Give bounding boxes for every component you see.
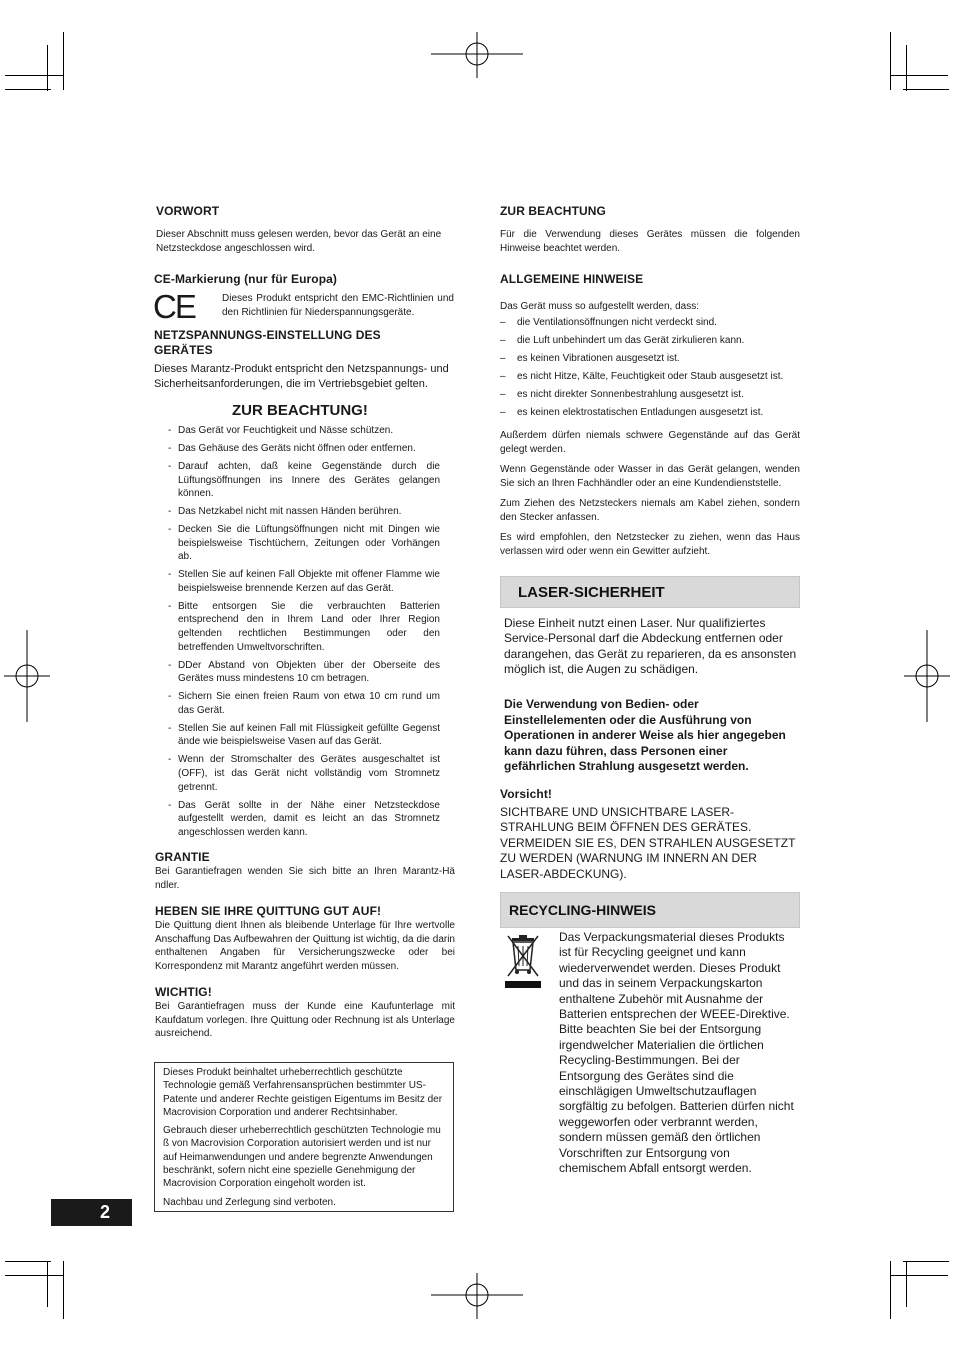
registration-mark-icon xyxy=(431,32,523,78)
recycling-heading: RECYCLING-HINWEIS xyxy=(509,902,656,918)
zur-beachtung-title: ZUR BEACHTUNG! xyxy=(232,402,368,419)
zur-beachtung-heading: ZUR BEACHTUNG xyxy=(500,204,606,218)
allgemeine-p2: Wenn Gegenstände oder Wasser in das Gerät gelangen, wenden Sie sich an Ihren Fachhändler oder an eine Kundendienststelle. xyxy=(500,464,800,489)
ce-mark-icon: CE xyxy=(153,288,195,325)
zur-beachtung-item: - Bitte entsorgen Sie die verbrauchten Batterien entsprechend den in Ihrem Land oder Ihrer Region geltenden rechtlichen Bestimmungen oder den betreffenden Umweltvorschriften. xyxy=(156,600,440,654)
crop-mark xyxy=(47,1261,48,1307)
crop-mark xyxy=(906,45,907,91)
netzspannung-text: Dieses Marantz-Produkt entspricht den Netzspannungs- und Sicherheitsanforderungen, die im Vertriebsgebiet gelten. xyxy=(154,363,449,390)
crop-mark xyxy=(903,1261,949,1262)
laser-heading: LASER-SICHERHEIT xyxy=(518,584,665,601)
crop-mark xyxy=(906,1261,907,1307)
ce-heading: CE-Markierung (nur für Europa) xyxy=(154,272,338,286)
macrovision-notice-p3: Nachbau und Zerlegung sind verboten. xyxy=(163,1196,336,1208)
allgemeine-item: – es keinen Vibrationen ausgesetzt ist. xyxy=(500,352,800,366)
wichtig-heading: WICHTIG! xyxy=(155,985,212,999)
macrovision-notice-p2: Gebrauch dieser urheberrechtlich geschützten Technologie mu ß von Macrovision Corporation autorisiert werden und ist nur auf Heimanwendungen und andere begrenzte Anwendungen beschränkt, sofern nicht eine spezielle Genehmigung der Macrovision Corporation eingeholt worden ist. xyxy=(163,1125,441,1190)
allgemeine-item: – es keinen elektrostatischen Entladungen ausgesetzt ist. xyxy=(500,406,800,420)
laser-section-header xyxy=(500,576,800,608)
netzspannung-heading: NETZSPANNUNGS-EINSTELLUNG DES GERÄTES xyxy=(154,328,381,357)
allgemeine-p1: Außerdem dürfen niemals schwere Gegenstände auf das Gerät gelegt werden. xyxy=(500,430,800,455)
quittung-text: Die Quittung dient Ihnen als bleibende Unterlage für Ihre wertvolle Anschaffung Das Aufbewahren der Quittung ist wichtig, da die darin enthaltenen Angaben für Versicherungszwecke oder bei Korrespondenz mit Marantz angeführt werden müssen. xyxy=(155,920,455,972)
allgemeine-p3: Zum Ziehen des Netzsteckers niemals am Kabel ziehen, sondern den Stecker anfassen. xyxy=(500,498,800,523)
crop-mark xyxy=(63,1261,64,1319)
registration-mark-icon xyxy=(904,630,950,722)
crop-mark xyxy=(5,1275,63,1276)
recycling-text: Das Verpackungsmaterial dieses Produkts ist für Recycling geeignet und kann wiederverwendet werden. Dieses Produkt und das in seinem Verpackungskarton enthaltene Zubehör mit Ausnahme der Batterien entsprechen der WEEE-Direktive. Bitte beachten Sie bei der Entsorgung irgendwelcher Materialien die örtlichen Recycling-Bestimmungen. Bei der Entsorgung des Gerätes sind die einschlägigen Umweltschutzauflagen sorgfältig zu befolgen. Batterien dürfen nicht weggeworfen oder verbrannt werden, sondern müssen gemäß den örtlichen Vorschriften zur Entsorgung von chemischem Abfall entsorgt werden. xyxy=(559,930,794,1176)
zur-beachtung-item: - Stellen Sie auf keinen Fall mit Flüssigkeit gefüllte Gegenst ände wie beispielsweise Vasen auf das Gerät. xyxy=(156,722,440,749)
vorsicht-label: Vorsicht! xyxy=(500,787,553,801)
zur-beachtung-item: - Sichern Sie einen freien Raum von etwa 10 cm rund um das Gerät. xyxy=(156,690,440,717)
zur-beachtung-item: - Das Gehäuse des Geräts nicht öffnen oder entfernen. xyxy=(156,442,440,456)
page-number: 2 xyxy=(100,1202,111,1222)
ce-text: Dieses Produkt entspricht den EMC-Richtlinien und den Richtlinien für Niederspannungsgeräte. xyxy=(222,293,454,318)
grantie-text: Bei Garantiefragen wenden Sie sich bitte an Ihren Marantz-Hä ndler. xyxy=(155,866,455,891)
recycling-section-header xyxy=(500,892,800,928)
vorwort-heading: VORWORT xyxy=(156,204,220,218)
grantie-heading: GRANTIE xyxy=(155,850,210,864)
crop-mark xyxy=(890,1261,891,1319)
crop-mark xyxy=(63,32,64,90)
zur-beachtung-item: - Decken Sie die Lüftungsöffnungen nicht mit Dingen wie beispielsweise Tischtüchern, Zeitungen oder Vorhängen ab. xyxy=(156,523,440,564)
zur-beachtung-item: - Das Netzkabel nicht mit nassen Händen berühren. xyxy=(156,505,440,519)
wichtig-text: Bei Garantiefragen muss der Kunde eine Kaufunterlage mit Kaufdatum vorlegen. Ihre Quittung oder Rechnung ist als Unterlage ausreichend. xyxy=(155,1001,455,1040)
zur-beachtung-item: - Das Gerät vor Feuchtigkeit und Nässe schützen. xyxy=(156,424,440,438)
crop-mark xyxy=(903,89,949,90)
allgemeine-item: – es nicht Hitze, Kälte, Feuchtigkeit oder Staub ausgesetzt ist. xyxy=(500,370,800,384)
allgemeine-p4: Es wird empfohlen, den Netzstecker zu ziehen, wenn das Haus verlassen wird oder wenn ein Gewitter aufzieht. xyxy=(500,532,800,557)
page-number-tab xyxy=(51,1199,132,1226)
zur-beachtung-item: - Das Gerät sollte in der Nähe einer Netzsteckdose aufgestellt werden, damit es leicht an das Stromnetz angeschlossen werden kann. xyxy=(156,799,440,840)
crop-mark xyxy=(890,32,891,90)
crop-mark xyxy=(5,75,63,76)
zur-beachtung-text: Für die Verwendung dieses Gerätes müssen die folgenden Hinweise beachtet werden. xyxy=(500,229,800,254)
macrovision-notice-p1: Dieses Produkt beinhaltet urheberrechtlich geschützte Technologie gemäß Verfahrensansprüchen bestimmter US-Patente und anderer Rechte geistigen Eigentums im Besitz der Macrovision Corporation und anderer Rechtsinhaber. xyxy=(163,1067,443,1118)
allgemeine-item: – die Ventilationsöffnungen nicht verdeckt sind. xyxy=(500,316,800,330)
vorwort-text: Dieser Abschnitt muss gelesen werden, bevor das Gerät an eine Netzsteckdose angeschlossen wird. xyxy=(156,229,442,254)
allgemeine-intro: Das Gerät muss so aufgestellt werden, dass: xyxy=(500,301,699,312)
macrovision-notice-box xyxy=(154,1062,454,1212)
zur-beachtung-item: - Wenn der Stromschalter des Gerätes ausgeschaltet ist (OFF), ist das Gerät nicht vollständig vom Stromnetz getrennt. xyxy=(156,753,440,794)
allgemeine-heading: ALLGEMEINE HINWEISE xyxy=(500,272,644,286)
crop-mark xyxy=(890,1275,948,1276)
zur-beachtung-item: - DDer Abstand von Objekten über der Oberseite des Gerätes muss mindestens 10 cm betragen. xyxy=(156,659,440,686)
allgemeine-item: – die Luft unbehindert um das Gerät zirkulieren kann. xyxy=(500,334,800,348)
crop-mark xyxy=(5,89,51,90)
registration-mark-icon xyxy=(4,630,50,722)
allgemeine-list xyxy=(500,316,800,424)
crop-mark xyxy=(5,1261,51,1262)
vorsicht-text: SICHTBARE UND UNSICHTBARE LASER-STRAHLUNG BEIM ÖFFNEN DES GERÄTES. VERMEIDEN SIE ES, DEN STRAHLEN AUSGESETZT ZU WERDEN (WARNUNG IM INNERN AN DER LASER-ABDECKUNG). xyxy=(500,805,796,881)
weee-crossed-bin-icon xyxy=(500,930,546,992)
laser-warning: Die Verwendung von Bedien- oder Einstellelementen oder die Ausführung von Operationen in anderer Weise als hier angegeben kann dazu führen, dass Personen einer gefährlichen Strahlung ausgesetzt werden. xyxy=(504,697,786,773)
laser-text: Diese Einheit nutzt einen Laser. Nur qualifiziertes Service-Personal darf die Abdeckung entfernen oder darangehen, das Gerät zu reparieren, da es ansonsten möglich ist, die Augen zu schädigen. xyxy=(504,616,797,677)
registration-mark-icon xyxy=(431,1273,523,1319)
allgemeine-item: – es nicht direkter Sonnenbestrahlung ausgesetzt ist. xyxy=(500,388,800,402)
zur-beachtung-list xyxy=(156,424,440,844)
zur-beachtung-item: - Darauf achten, daß keine Gegenstände durch die Lüftungsöffnungen ins Innere des Gerätes gelangen können. xyxy=(156,460,440,501)
zur-beachtung-item: - Stellen Sie auf keinen Fall Objekte mit offener Flamme wie beispielsweise brennende Kerzen auf das Gerät. xyxy=(156,568,440,595)
crop-mark xyxy=(47,45,48,91)
crop-mark xyxy=(890,75,948,76)
quittung-heading: HEBEN SIE IHRE QUITTUNG GUT AUF! xyxy=(155,904,382,918)
